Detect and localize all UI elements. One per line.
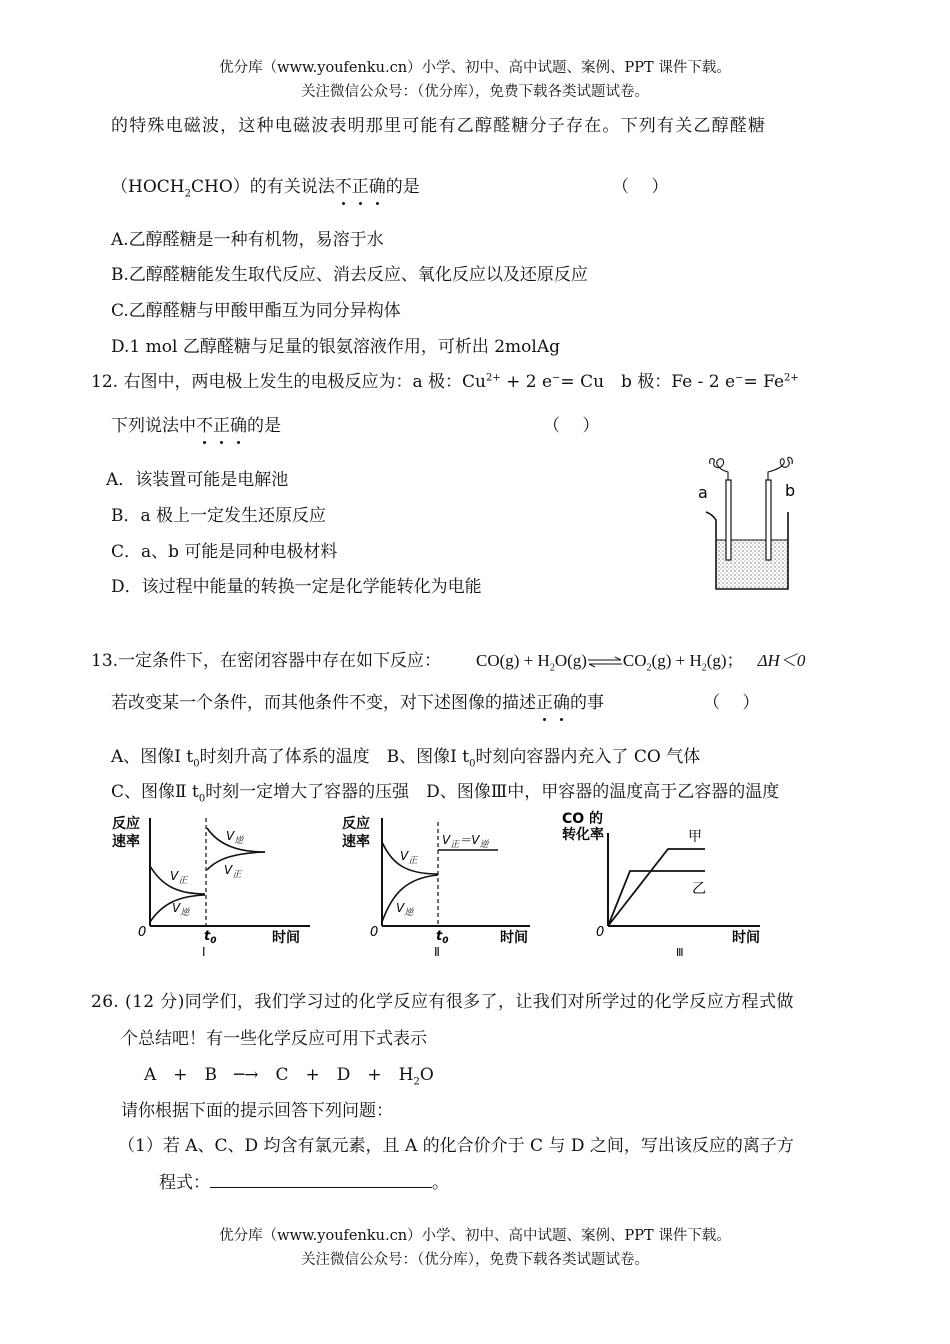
q13-equation [476, 646, 805, 673]
q26-part1: （1）若 A、C、D 均含有氯元素，且 A 的化合价介于 C 与 D 之间，写出该反应的离子方 [118, 1136, 794, 1156]
q12-end-a: = Cu b 极：Fe - 2 e [560, 372, 736, 392]
graph1-caption: Ⅰ [202, 945, 206, 959]
q13-options-cd [111, 777, 779, 804]
header-line-1: 优分库（www.youfenku.cn）小学、初中、高中试题、案例、PPT 课件下载。 [219, 60, 731, 76]
graph1-label-fwd-top: $V_正$ [224, 863, 242, 880]
graph1-label-rev-bottom: $V_逆$ [172, 901, 190, 918]
q26-part1-label: 程式： [159, 1173, 210, 1193]
graph1-xlabel: 时间 [272, 930, 300, 946]
electrode-a [726, 480, 731, 560]
q11-formula-open: （HOCH [111, 177, 185, 197]
q13-opt-c2: 时刻一定增大了容器的压强 D、图像Ⅲ中，甲容器的温度高于乙容器的温度 [205, 782, 780, 802]
q13-line2-end: 的事 [570, 693, 604, 713]
q11-option-b: B.乙醇醛糖能发生取代反应、消去反应、氧化反应以及还原反应 [111, 265, 588, 285]
graph1-curve-fwd-2 [207, 852, 265, 870]
q12-answer-paren: （ ） [543, 416, 600, 436]
q13-options-ab [111, 742, 700, 769]
graph2-t0-label: $t_0$ [436, 929, 449, 946]
q13-opt-a2: 时刻升高了体系的温度 B、图像Ⅰ t [199, 747, 470, 767]
graph3-caption: Ⅲ [676, 946, 684, 959]
q13-opt-b2: 时刻向容器内充入了 CO 气体 [475, 747, 701, 767]
q12-emph-1: 不 [196, 416, 213, 436]
graph3-series-yi [608, 871, 705, 926]
graph2-label-rev: $V_逆$ [396, 901, 414, 918]
q11-stem-line2 [111, 172, 420, 199]
electrode-label-b: b [785, 481, 796, 500]
q12-stem-line1 [91, 367, 799, 392]
eq-sub-2: 2 [646, 662, 652, 674]
graph1-label-fwd-bottom: $V_正$ [170, 869, 188, 886]
q26-eq-main: A + B ─→ C + D + H [144, 1065, 414, 1085]
q12-option-a: A．该装置可能是电解池 [106, 470, 289, 490]
eq-enthalpy: ΔH＜0 [757, 651, 806, 670]
q11-stem-line1: 的特殊电磁波，这种电磁波表明那里可能有乙醇醛糖分子存在。下列有关乙醇醛糖 [111, 116, 767, 136]
graph3-origin: 0 [596, 925, 605, 940]
q26-eq-tail: O [419, 1065, 434, 1085]
q11-formula-sub: 2 [184, 188, 191, 200]
graph1-label-rev-top: $V_逆$ [226, 829, 244, 846]
q12-emph-3: 确 [230, 416, 247, 436]
q13-opt-a-sub: 0 [193, 758, 200, 770]
q26-eq-sub: 2 [413, 1076, 420, 1088]
q13-stem-line2 [111, 688, 604, 713]
eq-end: (g)； [706, 651, 744, 670]
q11-emph-2: 正 [351, 177, 369, 197]
eq-sub-1: 2 [549, 662, 555, 674]
q12-end-b: = Fe [743, 372, 785, 392]
footer-line-1: 优分库（www.youfenku.cn）小学、初中、高中试题、案例、PPT 课件下载。 [219, 1228, 731, 1244]
q12-option-d: D．该过程中能量的转换一定是化学能转化为电能 [111, 577, 482, 597]
graph2-ylabel-1: 反应 [342, 816, 370, 832]
q12-emph-2: 正 [213, 416, 230, 436]
graph1-ylabel-2: 速率 [112, 834, 140, 850]
graph3-label-jia: 甲 [688, 829, 702, 845]
eq-g: (g) + H [651, 651, 702, 670]
header-line-2: 关注微信公众号：（优分库），免费下载各类试题试卷。 [301, 84, 649, 100]
q11-option-a: A.乙醇醛糖是一种有机物，易溶于水 [111, 230, 384, 250]
q11-answer-paren: （ ） [612, 177, 669, 197]
q12-option-b: B．a 极上一定发生还原反应 [111, 506, 327, 526]
q13-opt-b-sub: 0 [469, 758, 476, 770]
q12-sup-e2: − [735, 372, 744, 384]
graph1-origin: 0 [138, 925, 147, 940]
q11-option-c: C.乙醇醛糖与甲酸甲酯互为同分异构体 [111, 301, 401, 321]
graph3-ylabel-2: 转化率 [562, 827, 604, 843]
graph2-xlabel: 时间 [500, 930, 528, 946]
q13-opt-c1: C、图像Ⅱ t [111, 782, 199, 802]
q12-mid-a: + 2 e [500, 372, 553, 392]
graph-3-conversion-vs-time [560, 805, 780, 960]
answer-blank[interactable] [210, 1173, 432, 1188]
q12-sup-a: 2+ [485, 372, 501, 384]
q12-sup-b: 2+ [784, 372, 799, 384]
graph2-caption: Ⅱ [434, 945, 440, 959]
q12-sup-e1: − [552, 372, 561, 384]
graph-2-rate-vs-time [340, 808, 540, 960]
q26-part1-cont [159, 1168, 449, 1193]
wire-coil-b [768, 457, 792, 480]
q11-stem-end: 的是 [385, 177, 420, 197]
equilibrium-arrow-icon [587, 656, 623, 668]
graph2-equal-label: $V_正=V_逆$ [442, 833, 489, 850]
eq-co2: CO [622, 651, 647, 670]
graph2-origin: 0 [370, 925, 379, 940]
graph-1-rate-vs-time [110, 808, 320, 960]
graph3-xlabel: 时间 [732, 930, 760, 946]
graph3-ylabel-1: CO 的 [562, 811, 604, 827]
q26-line3: 请你根据下面的提示回答下列问题： [121, 1101, 393, 1121]
q26-line2: 个总结吧！有一些化学反应可用下式表示 [121, 1029, 427, 1049]
q11-option-d: D.1 mol 乙醇醛糖与足量的银氨溶液作用，可析出 2molAg [111, 337, 561, 357]
q12-line2-start: 下列说法中 [111, 416, 196, 436]
q12-stem-line2 [111, 411, 281, 436]
wire-coil-a [710, 459, 728, 481]
q11-formula-close: CHO）的有关说法 [190, 177, 335, 197]
q26-part1-end: 。 [432, 1173, 449, 1193]
graph2-ylabel-2: 速率 [342, 834, 370, 850]
graph1-ylabel-1: 反应 [112, 816, 140, 832]
q11-emph-3: 确 [368, 177, 386, 197]
q13-line2-start: 若改变某一个条件，而其他条件不变，对下述图像的描述 [111, 693, 536, 713]
electrolysis-beaker-diagram [690, 450, 810, 595]
q12-option-c: C．a、b 可能是同种电极材料 [111, 542, 338, 562]
graph3-label-yi: 乙 [692, 881, 706, 897]
q13-stem: 13.一定条件下，在密闭容器中存在如下反应： [91, 651, 442, 671]
q13-emph-2: 确 [553, 693, 570, 713]
q13-opt-c-sub: 0 [198, 793, 206, 805]
eq-o: O(g) [554, 651, 587, 670]
graph1-t0-label: $t_0$ [204, 929, 217, 946]
electrode-b [766, 480, 771, 560]
q26-line1: 26. (12 分)同学们，我们学习过的化学反应有很多了，让我们对所学过的化学反应方程式做 [91, 992, 794, 1012]
q12-line2-end: 的是 [247, 416, 281, 436]
electrode-label-a: a [698, 483, 708, 502]
q11-emph-1: 不 [334, 177, 352, 197]
q13-opt-a1: A、图像Ⅰ t [111, 747, 194, 767]
q26-general-equation [144, 1060, 434, 1087]
footer-line-2: 关注微信公众号：（优分库），免费下载各类试题试卷。 [301, 1252, 649, 1268]
eq-co: CO(g) + H [476, 651, 550, 670]
q13-emph-1: 正 [536, 693, 553, 713]
q13-answer-paren: （ ） [703, 693, 760, 713]
eq-sub-3: 2 [701, 662, 707, 674]
q12-stem-a: 12. 右图中，两电极上发生的电极反应为：a 极：Cu [91, 372, 486, 392]
graph2-label-fwd: $V_正$ [400, 849, 418, 866]
